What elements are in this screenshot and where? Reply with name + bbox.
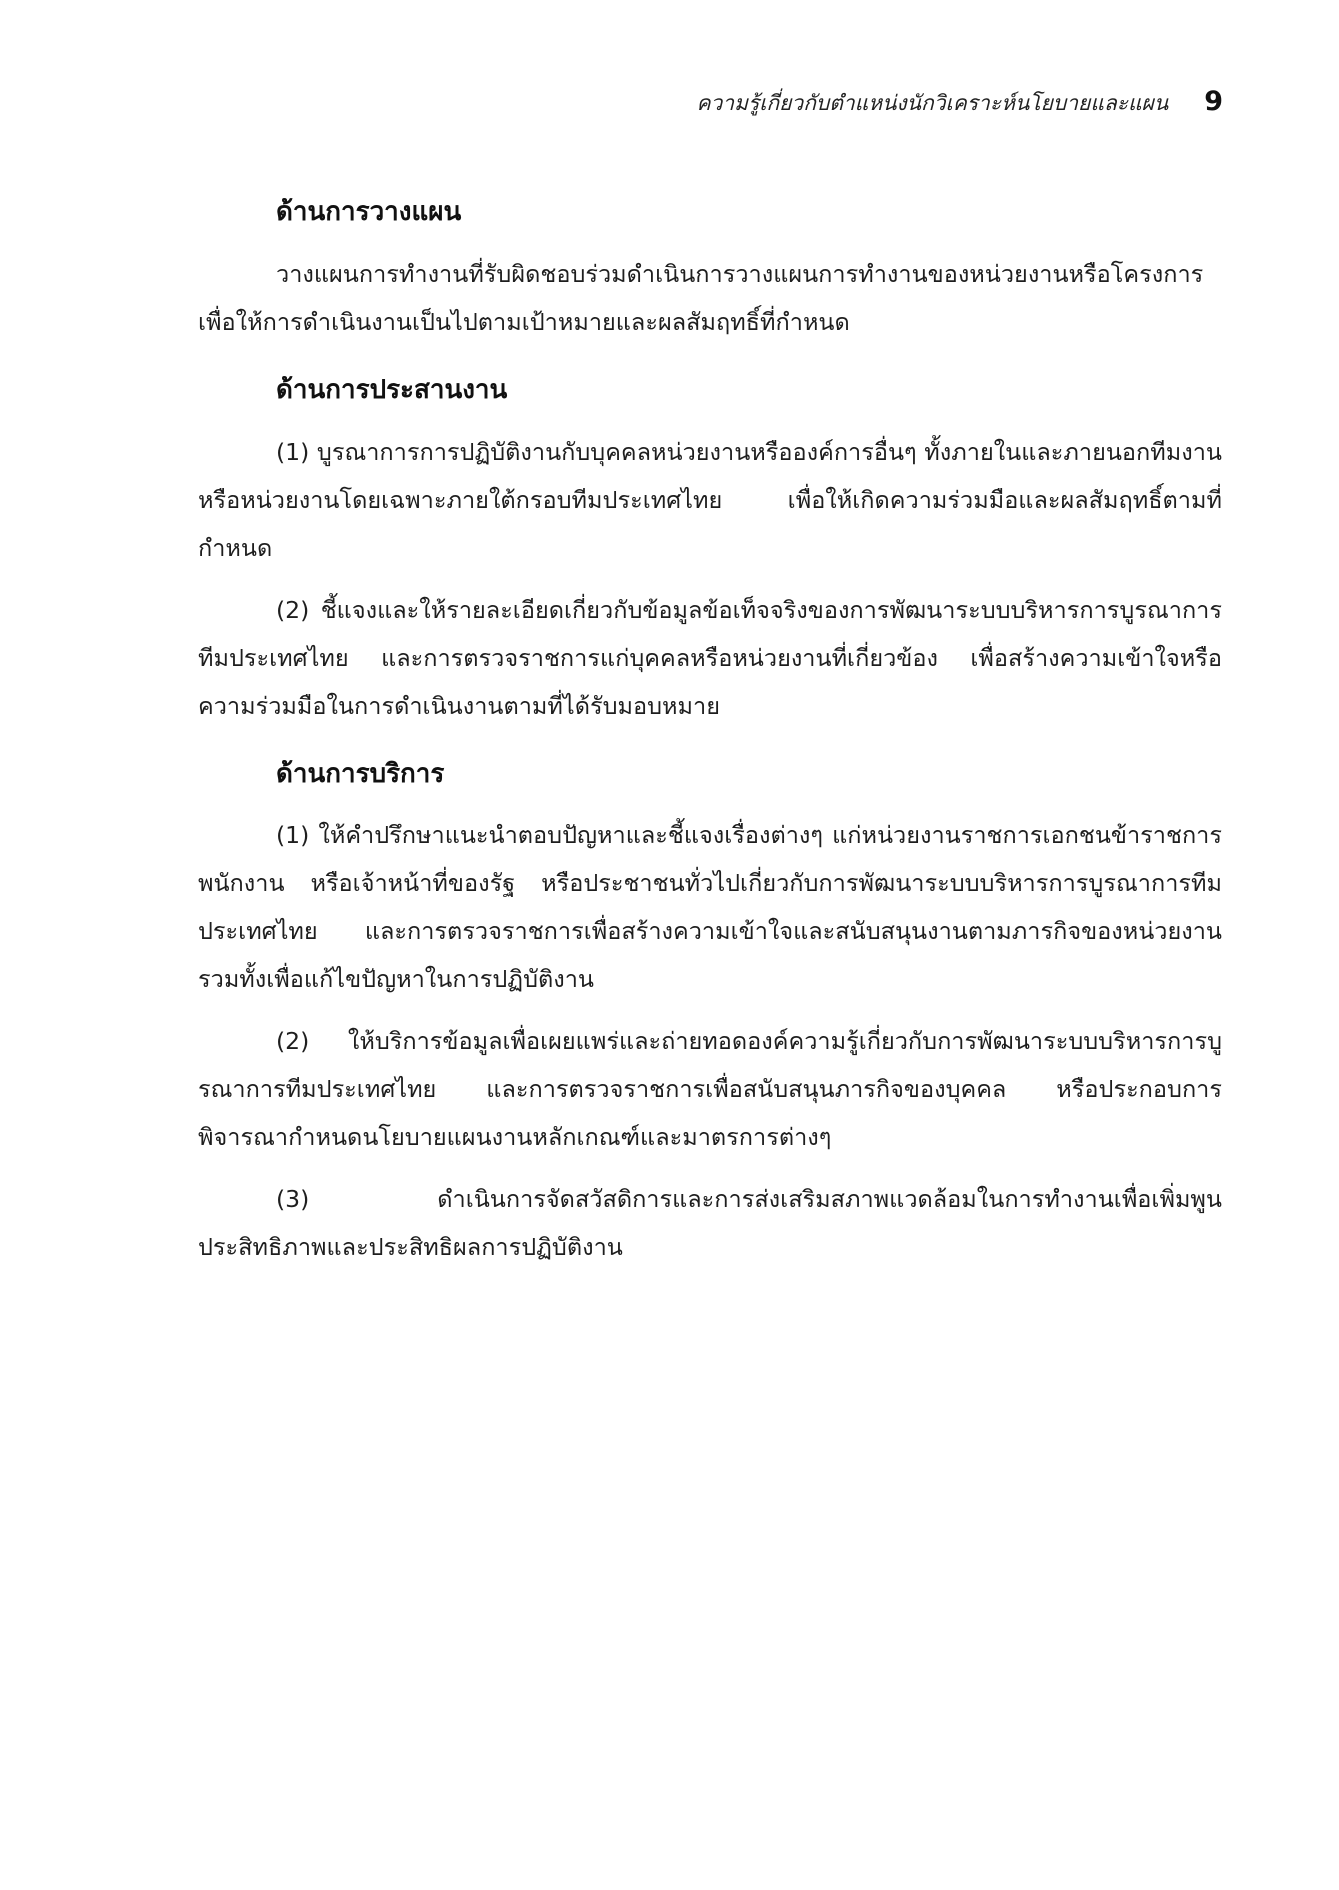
- paragraph: (1) บูรณาการการปฏิบัติงานกับบุคคลหน่วยงานหรือองค์การอื่นๆ ทั้งภายในและภายนอกทีมงานหรือหน่วยงานโดยเฉพาะภายใต้กรอบทีมประเทศไทย เพื่อให้เกิดความร่วมมือและผลสัมฤทธิ์ตามที่กำหนด: [198, 437, 1222, 562]
- paragraph: (2) ให้บริการข้อมูลเพื่อเผยแพร่และถ่ายทอดองค์ความรู้เกี่ยวกับการพัฒนาระบบบริหารการบูรณาการทีมประเทศไทย และการตรวจราชการเพื่อสนับสนุนภารกิจของบุคคล หรือประกอบการพิจารณากำหนดนโยบายแผนงานหลักเกณฑ์และมาตรการต่างๆ: [198, 1027, 1222, 1152]
- section-planning: [198, 196, 1222, 346]
- paragraph: (2) ชี้แจงและให้รายละเอียดเกี่ยวกับข้อมูลข้อเท็จจริงของการพัฒนาระบบบริหารการบูรณาการทีมประเทศไทย และการตรวจราชการแก่บุคคลหรือหน่วยงานที่เกี่ยวข้อง เพื่อสร้างความเข้าใจหรือความร่วมมือในการดำเนินงานตามที่ได้รับมอบหมาย: [198, 595, 1222, 720]
- section-coordination: [198, 374, 1222, 730]
- section-heading: ด้านการบริการ: [276, 758, 445, 789]
- section-heading: ด้านการประสานงาน: [276, 374, 508, 405]
- body-content: [198, 196, 1222, 1293]
- paragraph: วางแผนการทำงานที่รับผิดชอบร่วมดำเนินการวางแผนการทำงานของหน่วยงานหรือโครงการ เพื่อให้การดำเนินงานเป็นไปตามเป้าหมายและผลสัมฤทธิ์ที่กำหนด: [198, 259, 1204, 336]
- paragraph: (1) ให้คำปรึกษาแนะนำตอบปัญหาและชี้แจงเรื่องต่างๆ แก่หน่วยงานราชการเอกชนข้าราชการพนักงาน หรือเจ้าหน้าที่ของรัฐ หรือประชาชนทั่วไปเกี่ยวกับการพัฒนาระบบบริหารการบูรณาการทีมประเทศไทย และการตรวจราชการเพื่อสร้างความเข้าใจและสนับสนุนงานตามภารกิจของหน่วยงาน รวมทั้งเพื่อแก้ไขปัญหาในการปฏิบัติงาน: [198, 821, 1222, 994]
- section-heading: ด้านการวางแผน: [276, 197, 462, 227]
- running-header: [696, 86, 1223, 120]
- page-number: 9: [1204, 86, 1223, 117]
- section-service: [198, 758, 1222, 1272]
- running-title: ความรู้เกี่ยวกับตำแหน่งนักวิเคราะห์นโยบายและแผน: [696, 91, 1169, 115]
- paragraph: (3) ดำเนินการจัดสวัสดิการและการส่งเสริมสภาพแวดล้อมในการทำงานเพื่อเพิ่มพูนประสิทธิภาพและประสิทธิผลการปฏิบัติงาน: [198, 1185, 1222, 1262]
